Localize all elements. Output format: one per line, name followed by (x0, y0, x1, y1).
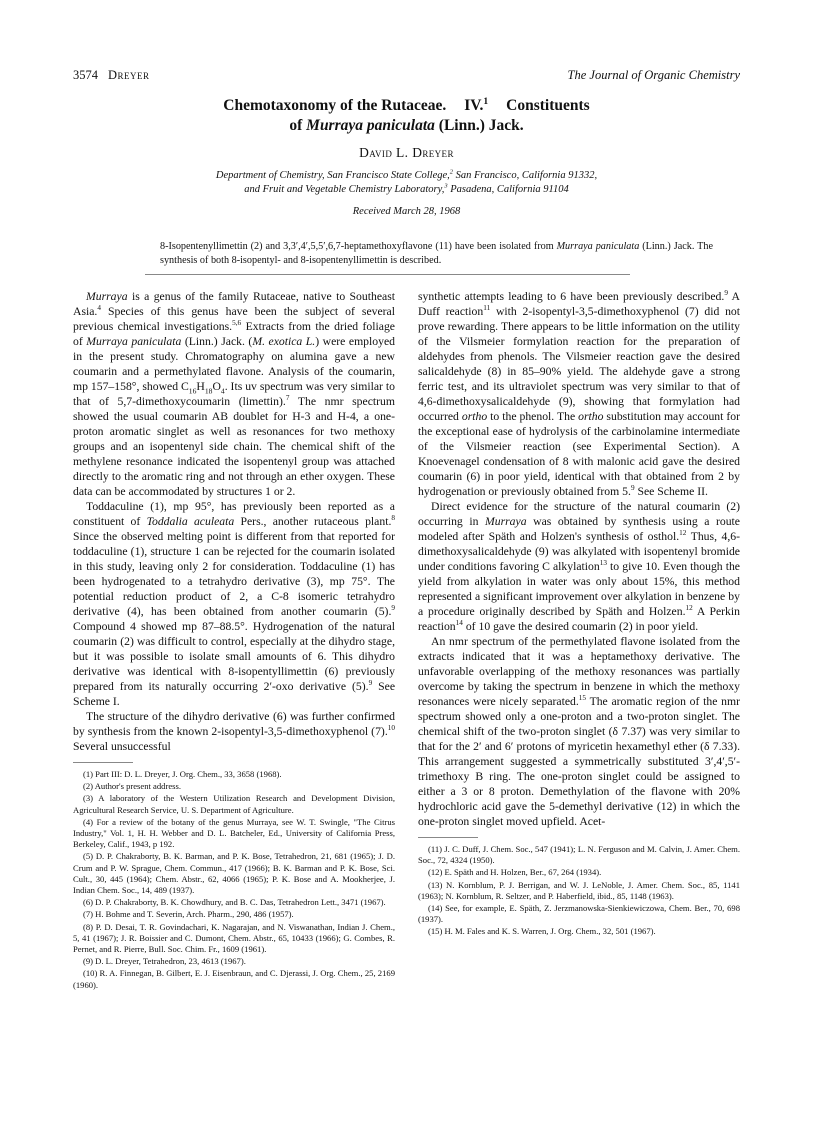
footnote: (12) E. Späth and H. Holzen, Ber., 67, 264 (1934). (428, 867, 602, 878)
italic-text: Murraya (485, 515, 527, 528)
paragraph (418, 634, 740, 829)
footnote-ref: 11 (483, 304, 491, 313)
footnote: (10) R. A. Finnegan, B. Gilbert, E. J. Eisenbraun, and C. Djerassi, J. Org. Chem., 25, 2169 (1960). (73, 968, 395, 990)
abstract-divider (145, 274, 630, 275)
body-text: Thus, 4,6-dimethoxysalicaldehyde (9) was alkylated with isopentenyl bromide under conditions favoring C alkylation (418, 530, 740, 573)
footnote-ref: 9 (630, 484, 635, 493)
body-text: An nmr spectrum of the permethylated flavone isolated from the extracts indicated that it was a heptamethoxy derivative. The unfavorable overlapping of the methoxy resonances was partially overcome by taking the spectrum in benzene in which the methoxy resonances were nicely separated. (418, 635, 740, 708)
body-text: Extracts from the dried foliage of (73, 320, 395, 348)
body-text: to give 10. Even though the yield from alkylation in water was only about 15%, this method represented a significant improvement over alkylation in benzene by a procedure originally described by Späth and Holzen. (418, 560, 740, 618)
title-part-number: IV. (464, 97, 484, 114)
footnote-ref: 3 (444, 182, 448, 190)
footnotes-left (73, 769, 395, 991)
author-name: David L. Dreyer (359, 145, 454, 160)
body-text: Since the observed melting point is different from that reported for toddaculine (1), structure 1 can be rejected for the coumarin isolated in this study, leaving only 2 for consideration. Toddaculine (1) has been hydrogenated to a tetrahydro derivative (3), mp 75°. The potential reduction product of 2, a C-8 isomeric tetrahydro derivative (4), has been obtained from another coumarin (5). (73, 530, 395, 618)
body-text: Several unsuccessful (73, 740, 171, 753)
running-head-author: Dreyer (108, 68, 150, 82)
affiliation-text: Pasadena, California 91104 (447, 184, 569, 195)
body-text: Species of this genus have been the subject of several previous chemical investigations. (73, 305, 395, 333)
footnote: (8) P. D. Desai, T. R. Govindachari, K. Nagarajan, and N. Viswanathan, Indian J. Chem., 5, 41 (1967); J. R. Boissier and C. Dumont, Chem. Abstr., 65, 10433 (1966); G. Combes, R. Pernet, and R. Pierre, Bull. Soc. Chim. Fr., 1609 (1961). (73, 921, 395, 955)
body-text: (Linn.) Jack. ( (181, 335, 253, 348)
footnote: (1) Part III: D. L. Dreyer, J. Org. Chem., 33, 3658 (1968). (83, 769, 282, 779)
abstract-text: (Linn.) Jack. The synthesis of both 8-isopentyl- and 8-isopentenyllimettin is described. (160, 241, 713, 266)
footnote-ref: 12 (685, 604, 693, 613)
footnote: (13) N. Kornblum, P. J. Berrigan, and W. J. LeNoble, J. Amer. Chem. Soc., 85, 1141 (1963); N. Kornblum, R. Seltzer, and P. Haberfield, ibid., 85, 1148 (1963). (418, 879, 740, 901)
footnote-ref: 13 (599, 559, 607, 568)
journal-name: The Journal of Organic Chemistry (567, 68, 740, 82)
footnote-ref: 5,6 (232, 319, 242, 328)
paragraph (73, 499, 395, 709)
body-text: is a genus of the family Rutaceae, native to Southeast Asia. (73, 290, 395, 318)
footnote-ref: 4 (97, 304, 101, 313)
body-text: The structure of the dihydro derivative (6) was further confirmed by synthesis from the known 2-isopentyl-3,5-dimethoxyphenol (7). (73, 710, 395, 738)
body-text: O (212, 380, 221, 393)
footnote-ref: 2 (449, 168, 454, 176)
paragraph (73, 289, 395, 499)
footnote: (14) See, for example, E. Späth, Z. Jerzmanowska-Sienkiewiczowa, Chem. Ber., 70, 698 (1937). (418, 903, 740, 925)
title-text: Chemotaxonomy of the Rutaceae. (223, 97, 447, 114)
body-text: Toddaculine (1), mp 95°, has previously been reported as a constituent of (73, 500, 395, 528)
title-text: of (289, 117, 307, 134)
body-text: synthetic attempts leading to 6 have been previously described. (418, 290, 725, 303)
footnote-ref: 14 (455, 619, 463, 628)
subscript: 4 (220, 386, 225, 396)
running-head-left (73, 68, 150, 83)
footnote-divider (418, 837, 478, 838)
page-number: 3574 (73, 68, 98, 82)
paragraph (418, 499, 740, 634)
body-text: . Its uv spectrum was very similar to that of 5,7-dimethoxycoumarin (limettin). (73, 380, 395, 408)
body-text: A Duff reaction (418, 290, 740, 318)
title-block (73, 96, 740, 217)
abstract-text: 8-Isopentenyllimettin (2) and 3,3′,4′,5,5′,6,7-heptamethoxyflavone (11) have been isolated from (160, 241, 557, 252)
footnote: (11) J. C. Duff, J. Chem. Soc., 547 (1941); L. N. Ferguson and M. Calvin, J. Amer. Chem. Soc., 72, 4324 (1950). (418, 844, 740, 866)
body-text: The aromatic region of the nmr spectrum showed only a one-proton and a two-proton singlet. The chemical shift of the two-proton singlet (δ 7.37) was very similar to that for the 2′ and 6′ protons of myricetin hexamethyl ether (δ 7.33). This arrangement suggested a symmetrically substituted 3′,4′,5′-trimethoxy B ring. The one-proton singlet could be assigned to either a 3 or 8 proton. Demethylation of the flavone with 20% hydrochloric acid gave the 5-demethyl derivative (12) in which the one-proton singlet moved upfield. Acet- (418, 695, 740, 828)
body-text: was obtained by synthesis using a route modeled after Späth and Holzen's synthesis of osthol. (418, 515, 740, 543)
right-column (418, 289, 740, 939)
italic-text: Toddalia aculeata (146, 515, 235, 528)
body-text: Compound 4 showed mp 87–88.5°. Hydrogenation of the natural coumarin (2) was difficult to control, especially at the dihydro stage, but it was possible to isolate small amounts of 6. This dihydro derivative was identical with 8-isopentyllimettin (6) previously prepared from its naturally occurring 2′-oxo derivative (5). (73, 620, 395, 693)
article-title-line-2 (73, 116, 740, 136)
footnote: (9) D. L. Dreyer, Tetrahedron, 23, 4613 (1967). (83, 956, 246, 967)
footnote: (15) H. M. Fales and K. S. Warren, J. Org. Chem., 32, 501 (1967). (428, 926, 656, 937)
footnote: (6) D. P. Chakraborty, B. K. Chowdhury, and B. C. Das, Tetrahedron Lett., 3471 (1967). (83, 897, 386, 908)
body-text: of 10 gave the desired coumarin (2) in poor yield. (462, 620, 699, 633)
footnote-ref: 15 (578, 694, 587, 703)
paragraph (418, 289, 740, 499)
affiliation-line (73, 169, 740, 183)
abstract-species: Murraya paniculata (556, 241, 640, 252)
italic-text: Murraya (86, 290, 128, 303)
footnote-ref: 9 (391, 604, 395, 613)
paragraph (73, 709, 395, 754)
italic-text: ortho (461, 410, 488, 423)
body-text: ) were employed in the present study. Chromatography on alumina gave a new coumarin and a permethylated flavone. Analysis of the coumarin, mp 157–158°, showed C (73, 335, 395, 393)
running-head (73, 68, 740, 84)
footnote-ref: 7 (285, 394, 290, 403)
body-text: Direct evidence for the structure of the natural coumarin (2) occurring in (418, 500, 740, 528)
footnote-ref: 12 (679, 529, 687, 538)
footnotes-right (418, 844, 740, 938)
left-column (73, 289, 395, 992)
body-text: to the phenol. The (487, 410, 579, 423)
affiliation (73, 169, 740, 197)
abstract (160, 240, 713, 267)
footnote: (2) Author's present address. (83, 781, 181, 792)
affiliation-text: San Francisco, California 91332, (453, 170, 598, 181)
affiliation-text: Department of Chemistry, San Francisco State College, (215, 170, 450, 181)
body-text: The nmr spectrum showed the usual coumarin AB doublet for H-3 and H-4, a one-proton aromatic singlet as well as resonances for two methoxy groups and an isopentenyl side chain. The chemical shift of the methylene resonance indicated the isopentenyl group was attached directly to the aromatic ring and not through an ether oxygen. These data can be accommodated by structures 1 or 2. (73, 395, 395, 498)
received-date: Received March 28, 1968 (352, 206, 461, 217)
body-text: A Perkin reaction (418, 605, 740, 633)
body-text: substitution may account for the exceptional ease of hydrolysis of the carbinolamine intermediate of the Vilsmeier reaction (see Experimental Section). A Knoevenagel condensation of 8 with malonic acid gave the desired coumarin (6) in poor yield, identical with that obtained from 2 by hydrogenation or previously obtained from 5. (418, 410, 740, 498)
footnote-divider (73, 762, 133, 763)
footnote-ref: 10 (387, 724, 395, 733)
body-text: with 2-isopentyl-3,5-dimethoxyphenol (7) did not prove rewarding. There appears to be little information on the utility of the Vilsmeier formylation reaction for the preparation of aldehydes from phenols. The Vilsmeier reaction gave the desired salicaldehyde (8) in 85–90% yield. The aldehyde gave a strong ferric test, and its ultraviolet spectrum was very similar to that of 4,6-dimethoxysalicaldehyde (9), showing that formylation had occurred (418, 305, 741, 423)
subscript: 18 (204, 386, 213, 396)
footnote: (5) D. P. Chakraborty, B. K. Barman, and P. K. Bose, Tetrahedron, 21, 681 (1965); J. D. Crum and P. W. Sprague, Chem. Commun., 417 (1966); B. K. Barman and P. K. Bose, Sci. Cult., 30, 445 (1964); Chem. Abstr., 62, 4066 (1965); P. K. Bose and A. Mookherjee, J. Indian Chem. Soc., 14, 489 (1937). (73, 851, 395, 896)
body-text: H (196, 380, 205, 393)
affiliation-text: and Fruit and Vegetable Chemistry Laboratory, (244, 184, 445, 195)
footnote-ref: 9 (724, 289, 728, 298)
article-title-line-1 (73, 96, 740, 116)
subscript: 16 (188, 386, 197, 396)
italic-text: Murraya paniculata (86, 335, 182, 348)
footnote-ref: 9 (368, 679, 373, 688)
title-species: Murraya paniculata (306, 117, 435, 134)
italic-text: M. exotica L. (252, 335, 316, 348)
italic-text: ortho (578, 410, 604, 423)
footnote-ref: 8 (391, 514, 395, 523)
title-text: Constituents (506, 97, 590, 114)
title-text: (Linn.) Jack. (434, 117, 524, 134)
footnote: (3) A laboratory of the Western Utilization Research and Development Division, Agricultural Research Service, U. S. Department of Agriculture. (73, 793, 395, 815)
body-text: See Scheme II. (634, 485, 708, 498)
body-text: Pers., another rutaceous plant. (234, 515, 392, 528)
footnote: (4) For a review of the botany of the genus Murraya, see W. T. Swingle, "The Citrus Industry," Vol. 1, H. H. Webber and D. L. Batcheler, Ed., University of California Press, Berkeley, Calif., 1943, p 192. (73, 816, 395, 850)
footnote: (7) H. Bohme and T. Severin, Arch. Pharm., 290, 486 (1957). (83, 909, 294, 920)
body-text: See Scheme I. (73, 680, 396, 708)
affiliation-line (73, 183, 740, 197)
footnote-ref: 1 (483, 95, 489, 107)
